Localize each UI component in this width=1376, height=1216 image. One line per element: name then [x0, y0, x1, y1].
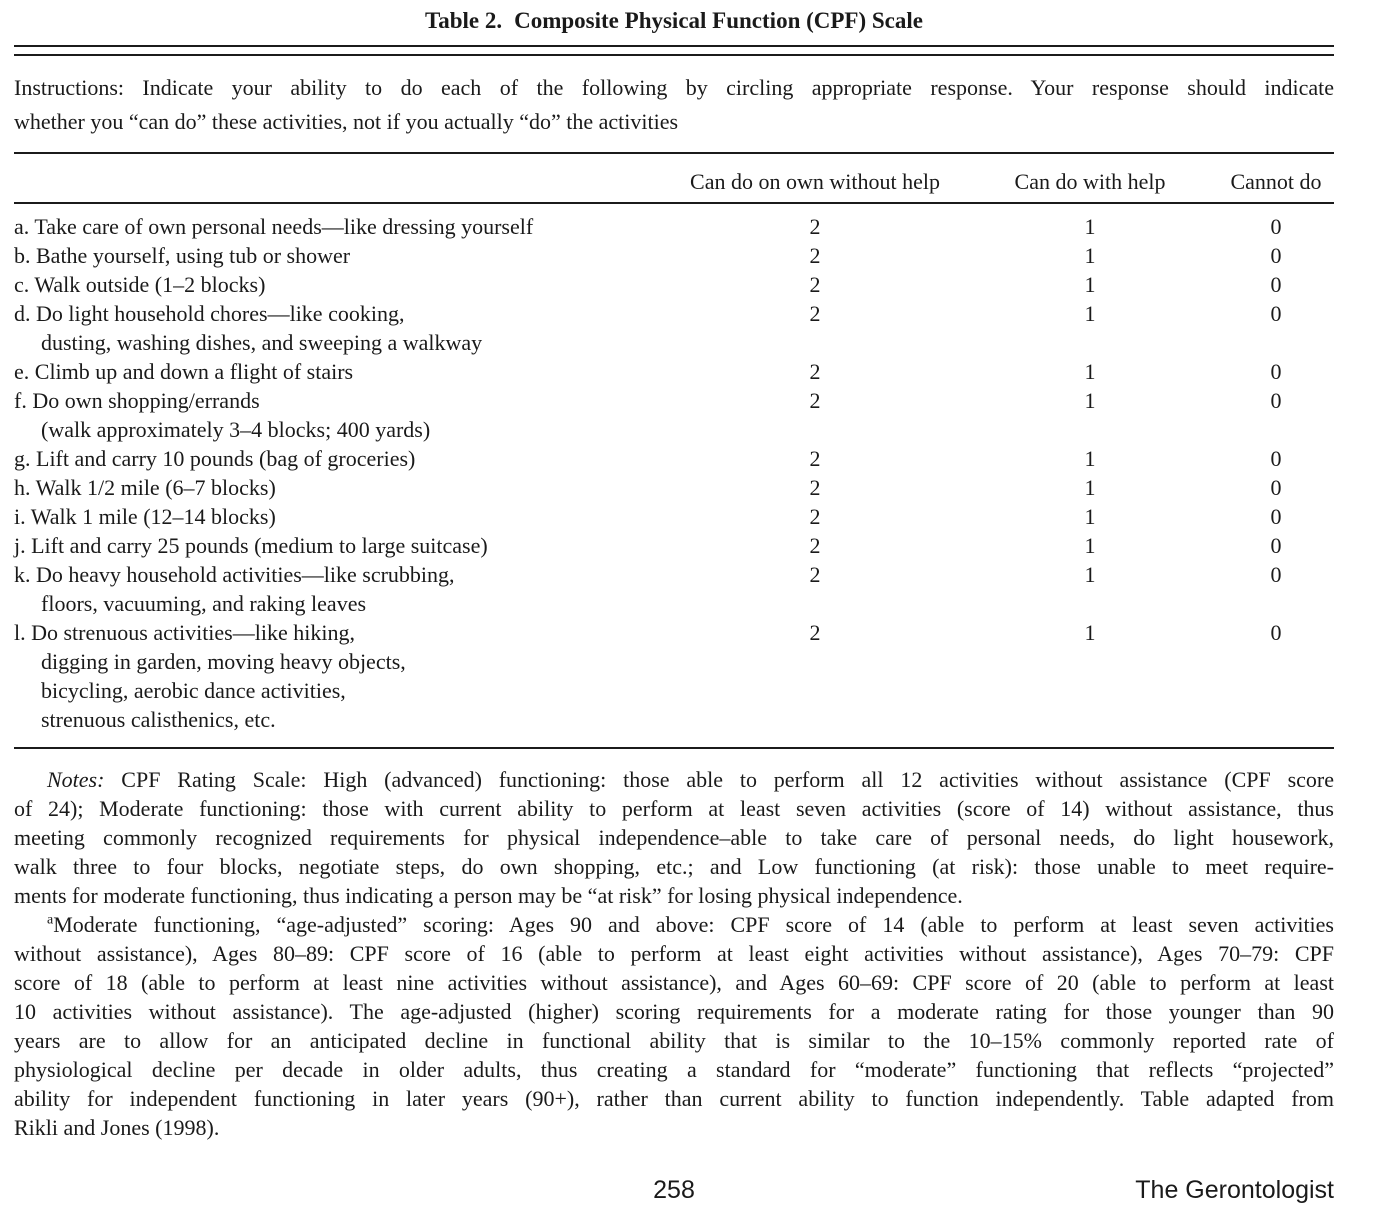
score-cell: 1 — [1084, 620, 1096, 645]
activity-cell — [14, 473, 668, 502]
column-header-can-do-with-help: Can do with help — [1014, 169, 1166, 194]
activity-continuation-line: bicycling, aerobic dance activities, — [41, 678, 346, 703]
notes-paragraph-1-line: walk three to four blocks, negotiate steps, do own shopping, etc.; and Low functioning (at risk): those unable to meet require- — [14, 854, 1334, 879]
score-cell: 2 — [809, 388, 821, 413]
activity-cell — [14, 386, 668, 444]
score-cell: 2 — [809, 562, 821, 587]
column-header-row — [14, 154, 1334, 202]
page-footer — [14, 1176, 1334, 1216]
score-cell: 0 — [1270, 272, 1282, 297]
notes-paragraph-1-line: ments for moderate functioning, thus indicating a person may be “at risk” for losing physical independence. — [14, 883, 963, 908]
activity-line: h. Walk 1/2 mile (6–7 blocks) — [14, 475, 276, 500]
activity-line: k. Do heavy household activities—like scrubbing, — [14, 562, 455, 587]
column-header-cannot-do: Cannot do — [1230, 169, 1322, 194]
score-cell: 1 — [1084, 446, 1096, 471]
instructions-block — [14, 56, 1334, 152]
table-row — [14, 357, 1334, 386]
score-cell: 2 — [809, 504, 821, 529]
table-row — [14, 560, 1334, 618]
table-number-label: Table 2. — [425, 8, 503, 33]
score-cell: 1 — [1084, 214, 1096, 239]
notes-paragraph-2-line: Rikli and Jones (1998). — [14, 1115, 220, 1140]
table-row — [14, 502, 1334, 531]
score-cell: 0 — [1270, 620, 1282, 645]
score-cell: 0 — [1270, 446, 1282, 471]
activity-continuation-line: digging in garden, moving heavy objects, — [41, 649, 406, 674]
activity-line: b. Bathe yourself, using tub or shower — [14, 243, 351, 268]
notes-paragraph-2-line: 10 activities without assistance). The age-adjusted (higher) scoring requirements for a moderate rating for those younger than 90 — [14, 999, 1334, 1024]
notes-paragraph-1-line: of 24); Moderate functioning: those with current ability to perform at least seven activities (score of 14) without assistance, thus — [14, 796, 1334, 821]
activity-continuation-line: floors, vacuuming, and raking leaves — [41, 591, 367, 616]
notes-lead-italic: Notes: — [47, 767, 105, 792]
table-row — [14, 531, 1334, 560]
activity-cell — [14, 270, 668, 299]
notes-paragraph-1-line: meeting commonly recognized requirements for physical independence–able to take care of personal needs, do light housework, — [14, 825, 1334, 850]
page-number: 258 — [653, 1176, 695, 1204]
activity-continuation-line: strenuous calisthenics, etc. — [41, 707, 276, 732]
score-cell: 2 — [809, 272, 821, 297]
activity-line: i. Walk 1 mile (12–14 blocks) — [14, 504, 276, 529]
score-cell: 2 — [809, 533, 821, 558]
score-cell: 0 — [1270, 533, 1282, 558]
journal-name: The Gerontologist — [1135, 1176, 1334, 1204]
activity-line: a. Take care of own personal needs—like dressing yourself — [14, 214, 534, 239]
table-row — [14, 212, 1334, 241]
activity-cell — [14, 212, 668, 241]
score-cell: 1 — [1084, 388, 1096, 413]
score-cell: 0 — [1270, 388, 1282, 413]
column-header-can-do-without-help: Can do on own without help — [690, 169, 940, 194]
score-cell: 0 — [1270, 475, 1282, 500]
table-row — [14, 299, 1334, 357]
score-cell: 0 — [1270, 562, 1282, 587]
score-cell: 0 — [1270, 504, 1282, 529]
score-cell: 1 — [1084, 533, 1096, 558]
notes-paragraph-2-line: score of 18 (able to perform at least nine activities without assistance), and Ages 60–69: CPF score of 20 (able to perform at least — [14, 970, 1334, 995]
table-row — [14, 444, 1334, 473]
notes-paragraph-2-line: $^a$Moderate functioning, “age-adjusted” scoring: Ages 90 and above: CPF score of 14 (able to perform at least seven activities — [47, 912, 1334, 937]
score-cell: 2 — [809, 359, 821, 384]
score-cell: 0 — [1270, 214, 1282, 239]
activity-line: j. Lift and carry 25 pounds (medium to large suitcase) — [14, 533, 488, 558]
notes-block — [14, 749, 1334, 1142]
activity-continuation-line: dusting, washing dishes, and sweeping a walkway — [41, 330, 483, 355]
score-cell: 1 — [1084, 562, 1096, 587]
score-cell: 0 — [1270, 301, 1282, 326]
table-row — [14, 241, 1334, 270]
notes-paragraph-2-line: ability for independent functioning in later years (90+), rather than current ability to function independently. Table adapted from — [14, 1086, 1334, 1111]
activity-continuation-line: (walk approximately 3–4 blocks; 400 yards) — [41, 417, 431, 442]
activity-cell — [14, 357, 668, 386]
score-cell: 1 — [1084, 272, 1096, 297]
score-cell: 1 — [1084, 359, 1096, 384]
notes-paragraph-2-line: physiological decline per decade in older adults, thus creating a standard for “moderate” functioning that reflects “projected” — [14, 1057, 1334, 1082]
table-row — [14, 473, 1334, 502]
top-double-rule — [14, 45, 1334, 56]
activity-cell — [14, 560, 668, 618]
activity-line: g. Lift and carry 10 pounds (bag of groceries) — [14, 446, 416, 471]
notes-paragraph-2-line: without assistance), Ages 80–89: CPF score of 16 (able to perform at least eight activities without assistance), Ages 70–79: CPF — [14, 941, 1334, 966]
activity-cell — [14, 531, 668, 560]
score-cell: 1 — [1084, 504, 1096, 529]
activity-line: f. Do own shopping/errands — [14, 388, 260, 413]
score-cell: 2 — [809, 475, 821, 500]
activity-line: c. Walk outside (1–2 blocks) — [14, 272, 266, 297]
notes-paragraph-2-line: years are to allow for an anticipated decline in functional ability that is similar to the 10–15% commonly reported rate of — [14, 1028, 1334, 1053]
score-cell: 2 — [809, 301, 821, 326]
activity-line: l. Do strenuous activities—like hiking, — [14, 620, 355, 645]
score-cell: 2 — [809, 446, 821, 471]
journal-page — [14, 0, 1334, 1216]
table-title-text: Composite Physical Function (CPF) Scale — [514, 8, 923, 33]
score-cell: 2 — [809, 620, 821, 645]
instructions-line: Instructions: Indicate your ability to do each of the following by circling appropriate response. Your response should indicate — [14, 75, 1334, 100]
activity-cell — [14, 618, 668, 734]
score-cell: 1 — [1084, 301, 1096, 326]
table-row — [14, 270, 1334, 299]
score-cell: 1 — [1084, 243, 1096, 268]
activity-cell — [14, 502, 668, 531]
activity-cell — [14, 241, 668, 270]
activity-line: d. Do light household chores—like cooking, — [14, 301, 405, 326]
score-cell: 2 — [809, 243, 821, 268]
table-row — [14, 618, 1334, 734]
score-cell: 0 — [1270, 243, 1282, 268]
notes-paragraph-1-line: Notes: CPF Rating Scale: High (advanced) functioning: those able to perform all 12 activities without assistance (CPF score — [47, 767, 1334, 792]
score-cell: 1 — [1084, 475, 1096, 500]
score-cell: 2 — [809, 214, 821, 239]
score-cell: 0 — [1270, 359, 1282, 384]
activity-cell — [14, 444, 668, 473]
activity-line: e. Climb up and down a flight of stairs — [14, 359, 354, 384]
table-body — [14, 204, 1334, 747]
instructions-line: whether you “can do” these activities, not if you actually “do” the activities — [14, 109, 679, 134]
activity-cell — [14, 299, 668, 357]
table-row — [14, 386, 1334, 444]
footnote-marker: a — [47, 912, 54, 928]
table-title — [14, 6, 1334, 45]
